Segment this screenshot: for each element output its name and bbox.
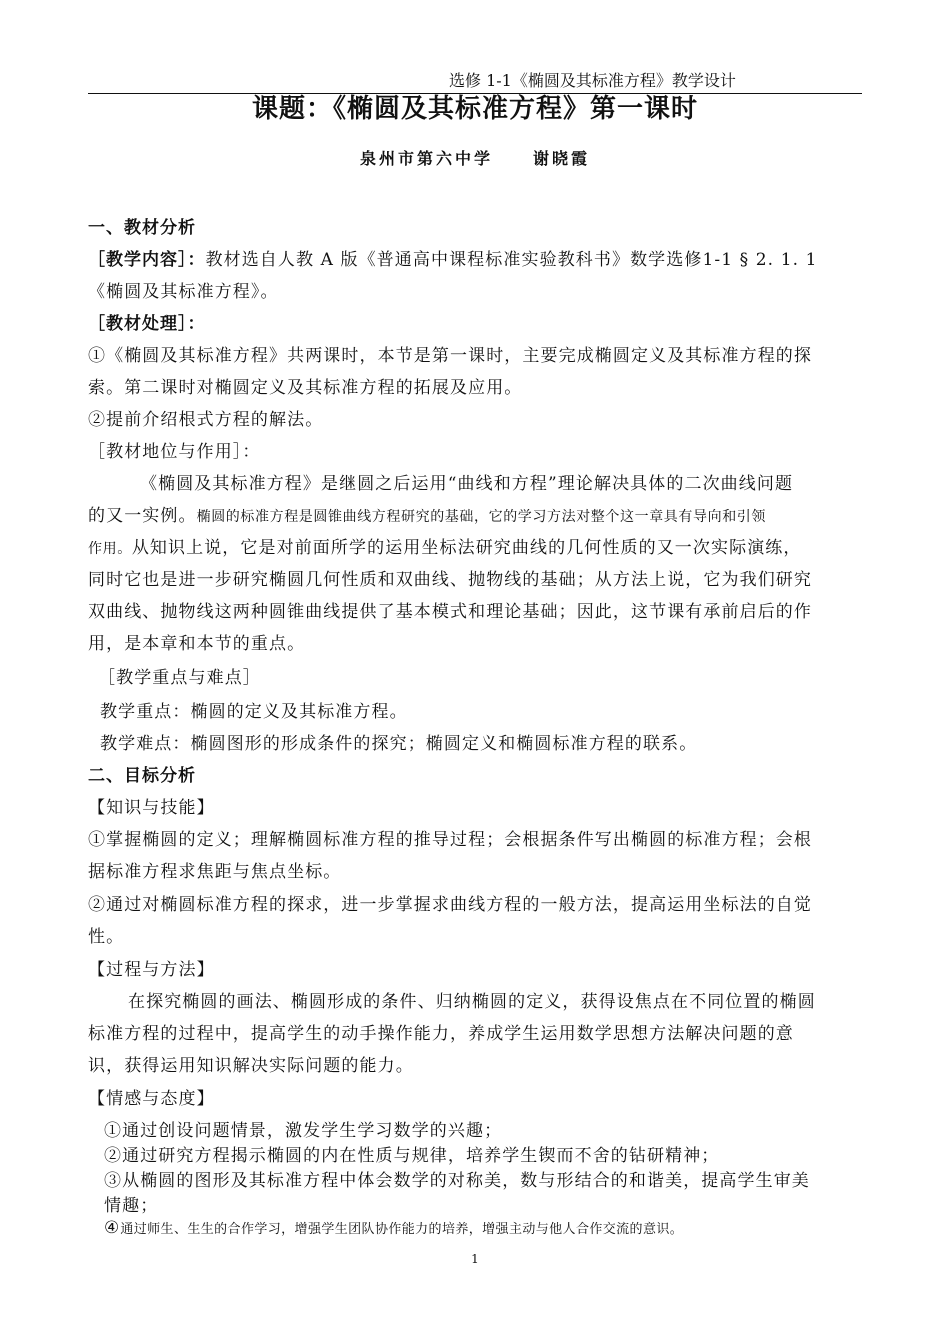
keypoints-label: ［教学重点与难点］	[98, 668, 261, 688]
position-line-5: 双曲线、抛物线这两种圆锥曲线提供了基本模式和理论基础；因此，这节课有承前启后的作	[88, 602, 812, 622]
emotion-text-4a: ④	[104, 1218, 121, 1238]
processing-line-2: ②提前介绍根式方程的解法。	[88, 410, 324, 430]
position-line-2	[88, 501, 766, 526]
position-line-3	[88, 533, 802, 558]
process-line-3: 识，获得运用知识解决实际问题的能力。	[88, 1056, 414, 1076]
section-heading-1: 一、教材分析	[88, 218, 196, 238]
content-line-1	[88, 245, 818, 270]
processing-line-1b: 索。第二课时对椭圆定义及其标准方程的拓展及应用。	[88, 378, 523, 398]
emotion-label: 【情感与态度】	[88, 1089, 215, 1109]
knowledge-line-1a: ①掌握椭圆的定义；理解椭圆标准方程的推导过程；会根据条件写出椭圆的标准方程；会根	[88, 830, 812, 850]
difficulty-line: 教学难点：椭圆图形的形成条件的探究；椭圆定义和椭圆标准方程的联系。	[100, 734, 698, 754]
content-text-1: 教材选自人教 A 版《普通高中课程标准实验教科书》数学选修1-1 § 2. 1. 1	[205, 250, 818, 270]
position-label: ［教材地位与作用］：	[88, 442, 261, 462]
content-label: ［教学内容］：	[88, 250, 206, 270]
knowledge-label: 【知识与技能】	[88, 798, 215, 818]
process-line-2: 标准方程的过程中，提高学生的动手操作能力，养成学生运用数学思想方法解决问题的意	[88, 1024, 794, 1044]
processing-label: ［教材处理］：	[88, 314, 206, 334]
author-line	[0, 146, 950, 169]
position-text-2a: 的又一实例。	[88, 506, 197, 526]
emotion-text-4b: 通过师生、生生的合作学习，增强学生团队协作能力的培养，增强主动与他人合作交流的意识。	[120, 1222, 684, 1237]
emotion-line-2: ②通过研究方程揭示椭圆的内在性质与规律，培养学生锲而不舍的钻研精神；	[104, 1146, 720, 1166]
position-line-1: 《椭圆及其标准方程》是继圆之后运用“曲线和方程”理论解决具体的二次曲线问题	[140, 474, 794, 494]
emotion-line-3b: 情趣；	[104, 1196, 159, 1216]
position-text-3a: 作用。	[88, 541, 132, 557]
running-header: 选修 1-1《椭圆及其标准方程》教学设计	[449, 71, 736, 90]
page-number: 1	[471, 1252, 479, 1266]
position-line-6: 用，是本章和本节的重点。	[88, 634, 306, 654]
knowledge-line-2a: ②通过对椭圆标准方程的探求，进一步掌握求曲线方程的一般方法，提高运用坐标法的自觉	[88, 895, 812, 915]
process-label: 【过程与方法】	[88, 960, 215, 980]
content-line-2: 《椭圆及其标准方程》。	[88, 282, 279, 302]
emotion-line-4	[104, 1218, 683, 1238]
knowledge-line-1b: 据标准方程求焦距与焦点坐标。	[88, 862, 342, 882]
position-text-2b: 椭圆的标准方程是圆锥曲线方程研究的基础，它的学习方法对整个这一章具有导向和引领	[196, 509, 767, 525]
position-text-3b: 从知识上说，它是对前面所学的运用坐标法研究曲线的几何性质的又一次实际演练，	[131, 538, 802, 558]
author-school: 泉州市第六中学	[359, 149, 493, 168]
emotion-line-1: ①通过创设问题情景，激发学生学习数学的兴趣；	[104, 1121, 503, 1141]
knowledge-line-2b: 性。	[88, 927, 125, 947]
page-title: 课题：《椭圆及其标准方程》第一课时	[251, 94, 698, 124]
process-line-1: 在探究椭圆的画法、椭圆形成的条件、归纳椭圆的定义，获得设焦点在不同位置的椭圆	[128, 992, 816, 1012]
processing-line-1a: ①《椭圆及其标准方程》共两课时，本节是第一课时，主要完成椭圆定义及其标准方程的探	[88, 346, 812, 366]
section-heading-2: 二、目标分析	[88, 766, 196, 786]
author-name: 谢晓霞	[533, 149, 591, 168]
emotion-line-3a: ③从椭圆的图形及其标准方程中体会数学的对称美，数与形结合的和谐美，提高学生审美	[104, 1171, 810, 1191]
position-line-4: 同时它也是进一步研究椭圆几何性质和双曲线、抛物线的基础；从方法上说，它为我们研究	[88, 570, 812, 590]
key-point-line: 教学重点：椭圆的定义及其标准方程。	[100, 702, 408, 722]
